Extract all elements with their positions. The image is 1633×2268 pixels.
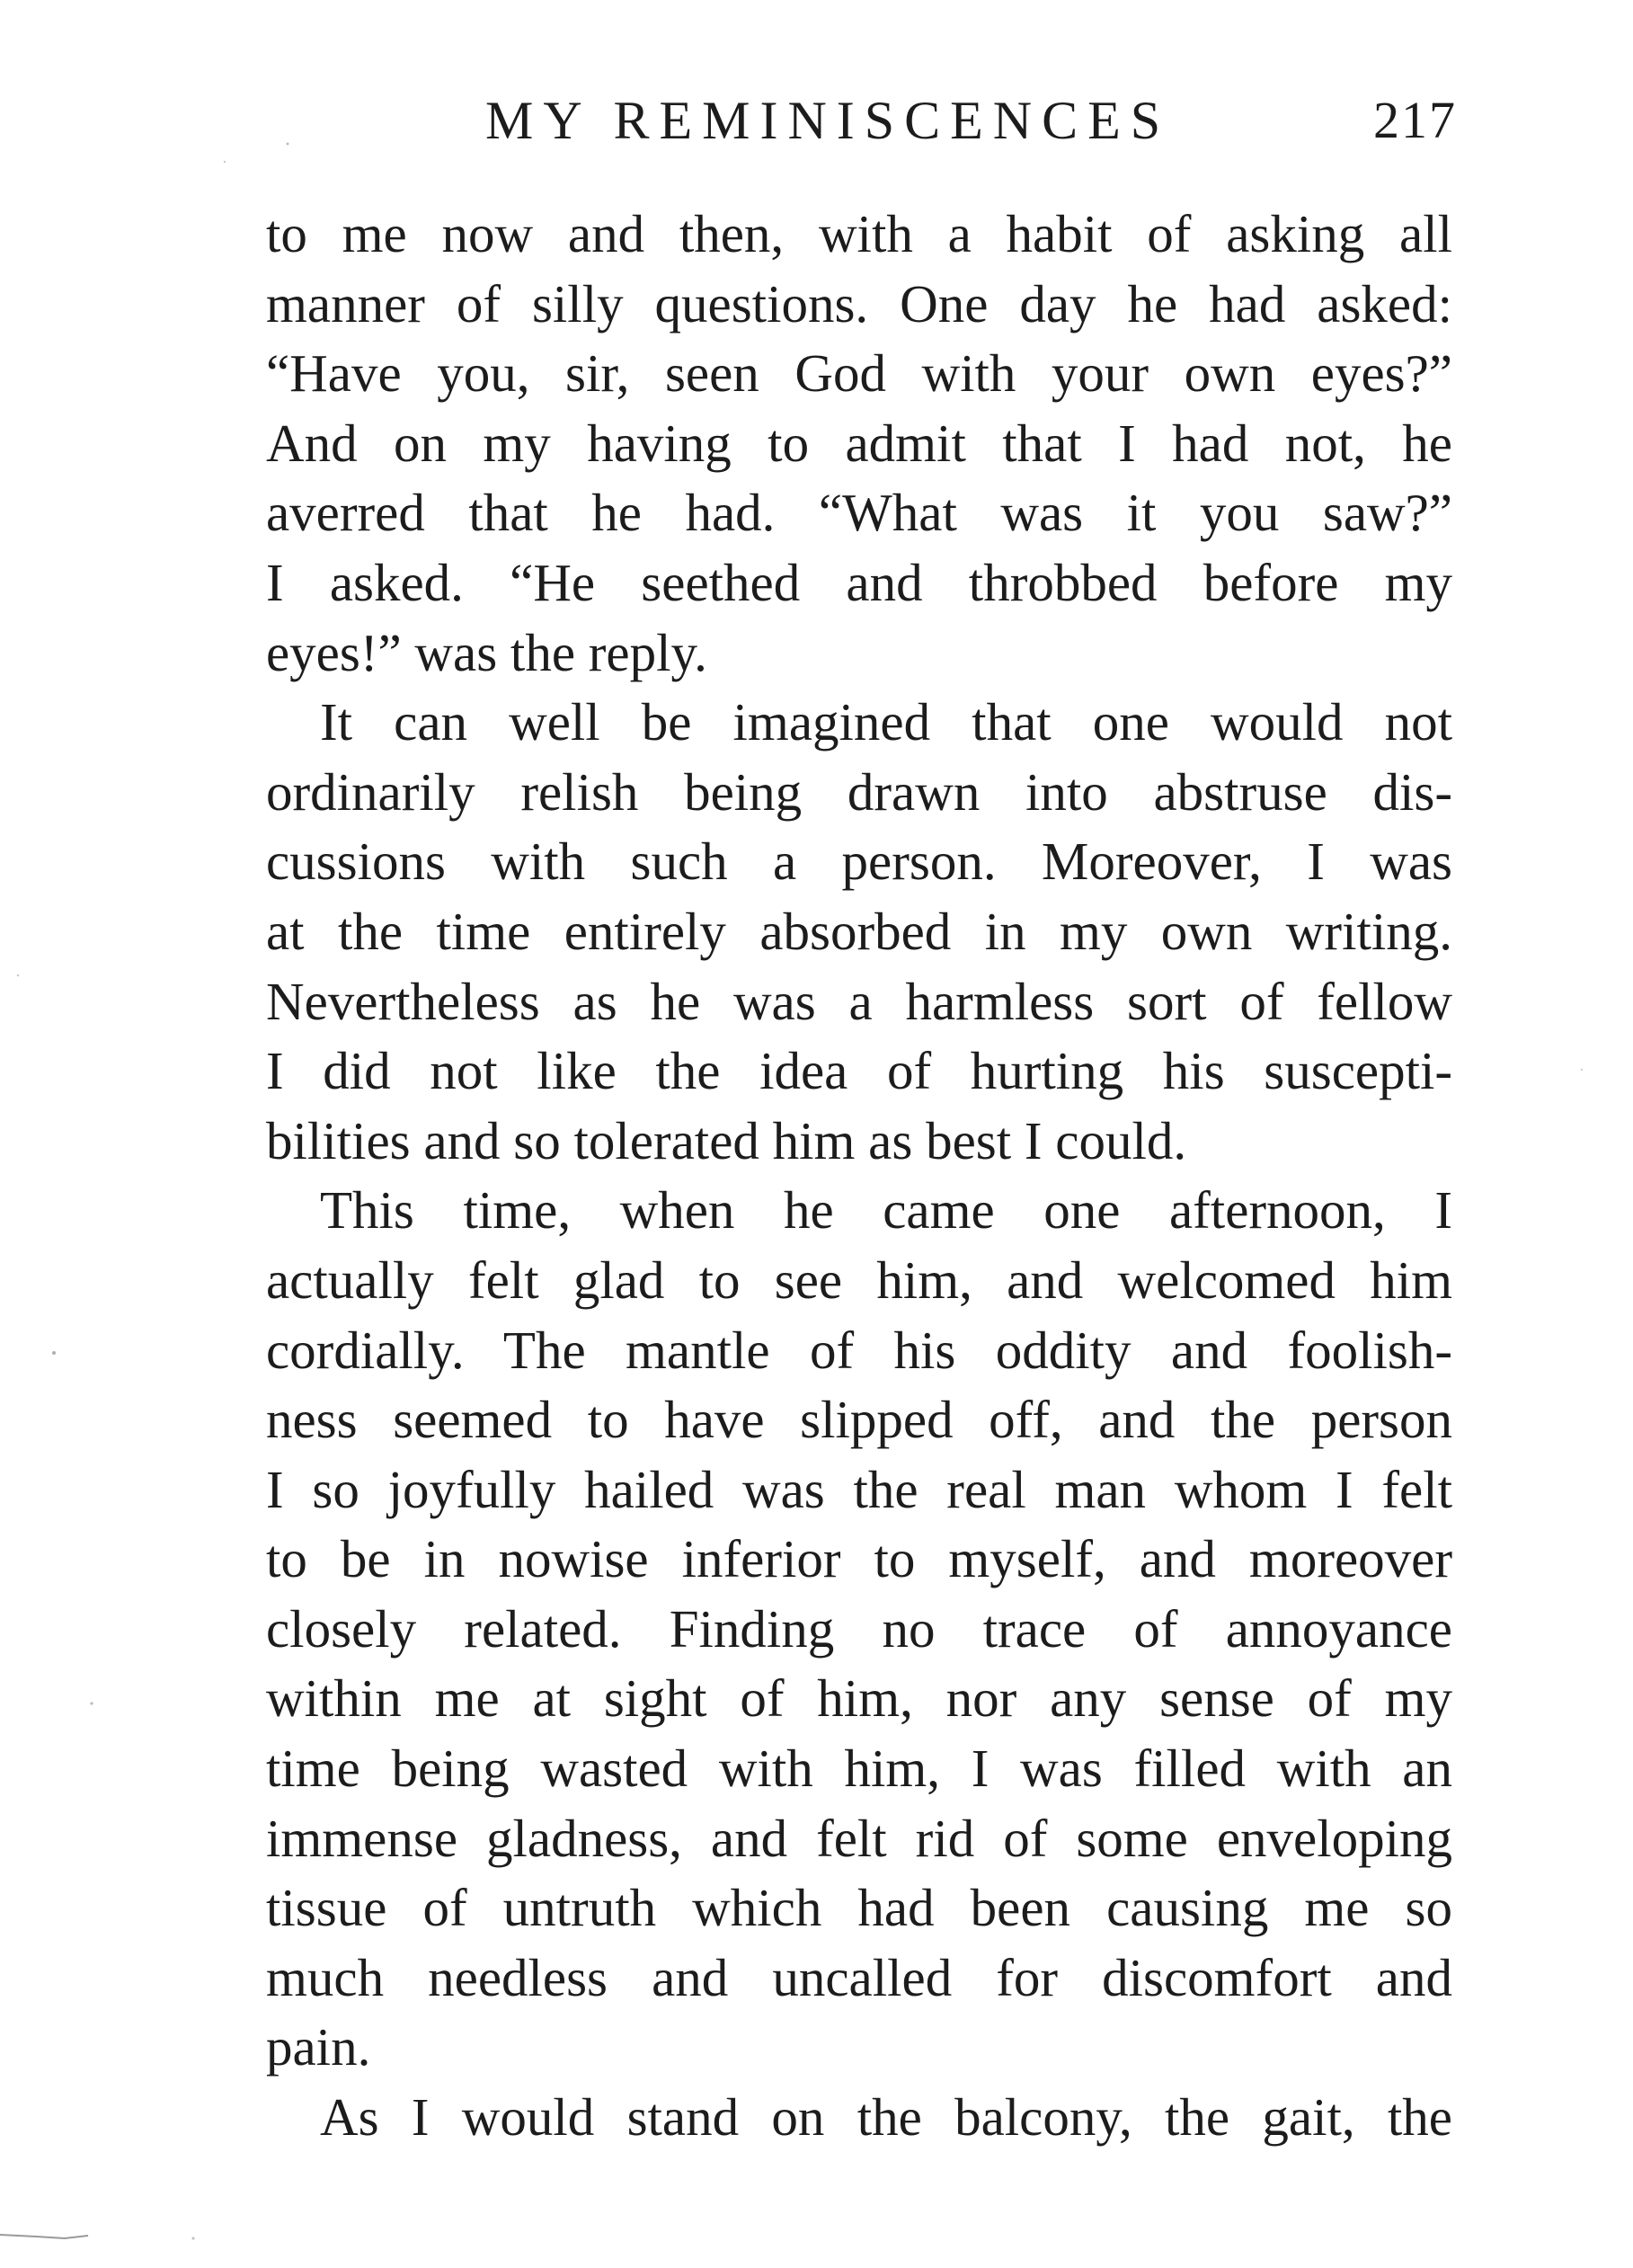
text-line: bilities and so tolerated him as best I could. [266,1110,1187,1170]
text-line: within me at sight of him, nor any sense of my [266,1668,1452,1729]
text-line: Nevertheless as he was a harmless sort of fellow [266,971,1452,1031]
text-line: eyes!” was the reply. [266,622,707,682]
text-line: to be in nowise inferior to myself, and moreover [266,1529,1452,1589]
text-line: time being wasted with him, I was filled with an [266,1739,1452,1799]
text-line: ness seemed to have slipped off, and the person [266,1390,1452,1450]
paragraph-first-line: As I would stand on the balcony, the gait, the [320,2087,1452,2148]
paragraph-first-line: It can well be imagined that one would not [320,692,1452,752]
text-line: manner of silly questions. One day he had asked: [266,273,1452,334]
text-line: I did not like the idea of hurting his suscepti- [266,1041,1452,1101]
text-line: much needless and uncalled for discomfort and [266,1947,1452,2007]
text-line: actually felt glad to see him, and welcomed him [266,1250,1452,1310]
text-line: closely related. Finding no trace of annoyance [266,1598,1452,1659]
text-line: immense gladness, and felt rid of some enveloping [266,1808,1452,1868]
text-line: I asked. “He seethed and throbbed before my [266,552,1452,612]
text-line: to me now and then, with a habit of asking all [266,204,1452,263]
paragraph-first-line: This time, when he came one afternoon, I [320,1180,1452,1241]
text-line: ordinarily relish being drawn into abstruse dis- [266,761,1452,822]
text-line: And on my having to admit that I had not, he [266,413,1452,473]
text-line: pain. [266,2017,371,2077]
text-line: at the time entirely absorbed in my own writing. [266,901,1452,961]
page-number: 217 [1373,91,1457,149]
text-line: tissue of untruth which had been causing me so [266,1878,1452,1938]
text-line: I so joyfully hailed was the real man whom I felt [266,1459,1452,1519]
running-title: MY REMINISCENCES [485,91,1171,150]
text-line: cussions with such a person. Moreover, I was [266,832,1452,892]
text-line: averred that he had. “What was it you saw?” [266,483,1452,543]
text-line: “Have you, sir, seen God with your own eyes?” [266,343,1452,404]
text-line: cordially. The mantle of his oddity and foolish- [266,1320,1452,1380]
